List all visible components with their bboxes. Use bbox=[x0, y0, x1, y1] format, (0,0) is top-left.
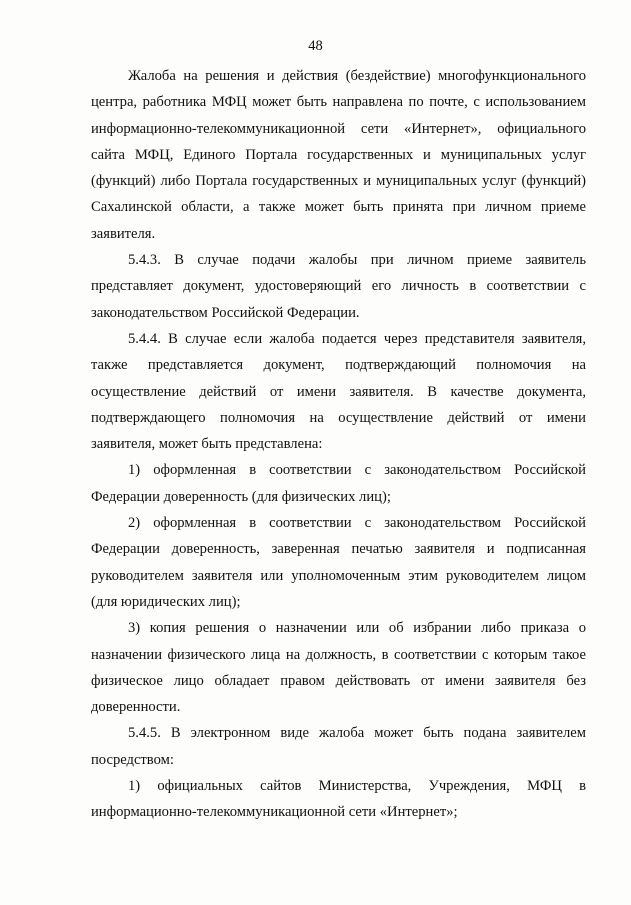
list-item-2-legal-entities: 2) оформленная в соответствии с законодательством Российской Федерации доверенность, заверенная печатью заявителя и подписанная руководителем заявителя или уполномоченным этим руководителем лицом (для юридических лиц); bbox=[91, 515, 586, 610]
document-body bbox=[91, 63, 586, 826]
list-item-1-individuals: 1) оформленная в соответствии с законодательством Российской Федерации доверенность (для физических лиц); bbox=[91, 462, 586, 505]
page-number: 48 bbox=[308, 38, 323, 54]
paragraph-5-4-3: 5.4.3. В случае подачи жалобы при личном приеме заявитель представляет документ, удостоверяющий его личность в соответствии с законодательством Российской Федерации. bbox=[91, 252, 586, 321]
list-item-3-appointment-copy: 3) копия решения о назначении или об избрании либо приказа о назначении физического лица на должность, в соответствии с которым такое физическое лицо обладает правом действовать от имени заявителя без доверенности. bbox=[91, 620, 586, 716]
list-item-1-official-sites: 1) официальных сайтов Министерства, Учреждения, МФЦ в информационно-телекоммуникационной сети «Интернет»; bbox=[91, 778, 586, 821]
paragraph-5-4-5: 5.4.5. В электронном виде жалоба может быть подана заявителем посредством: bbox=[91, 725, 586, 768]
paragraph-5-4-4: 5.4.4. В случае если жалоба подается через представителя заявителя, также представляется документ, подтверждающий полномочия на осуществление действий от имени заявителя. В качестве документа, подтверждающего полномочия на осуществление действий от имени заявителя, может быть представлена: bbox=[91, 330, 586, 453]
paragraph-complaint-mfc: Жалоба на решения и действия (бездействие) многофункционального центра, работника МФЦ может быть направлена по почте, с использованием информационно-телекоммуникационной сети «Интернет», официального сайта МФЦ, Единого Портала государственных и муниципальных услуг (функций) либо Портала государственных и муниципальных услуг (функций) Сахалинской области, а также может быть принята при личном приеме заявителя. bbox=[91, 68, 586, 242]
